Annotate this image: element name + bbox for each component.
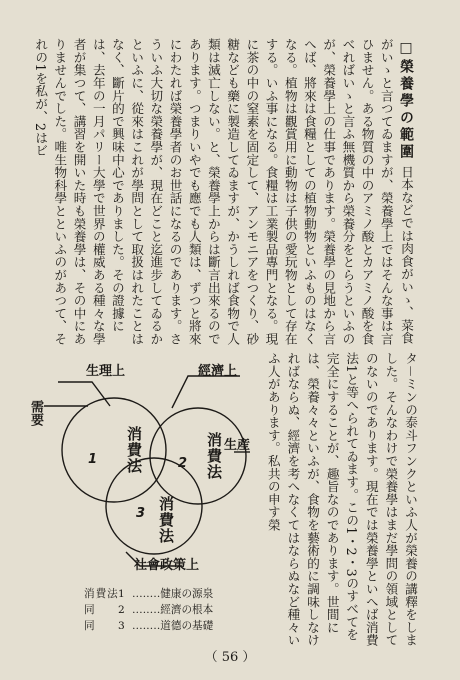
economy-label: 經濟上 <box>198 364 238 379</box>
circle-2 <box>150 408 246 504</box>
economy-connector <box>172 376 240 408</box>
legend-name: 消費法 <box>84 588 119 600</box>
legend-description: ‥‥‥‥健康の源泉 <box>132 588 214 600</box>
legend-name: 同 <box>84 604 96 616</box>
upper-text-block <box>33 38 416 348</box>
legend-number: 2 <box>118 604 125 616</box>
circle-3-label: 消費法 <box>157 496 175 544</box>
legend-row <box>84 618 254 634</box>
circle-2-number: 2 <box>178 456 188 471</box>
page-number: （ 56 ） <box>204 650 256 665</box>
circle-1-label: 消費法 <box>125 426 143 474</box>
lower-paragraph: タ－ミンの泰斗フンクといふ人が榮養の講釋をしました。そんなわけで榮養學はまだ學問の領域としてのないのであります。現在では榮養學といへば消費法1と等へられてゐます。この1・2・3のすべてを完全にすることが、趣旨なのであります。世間には、榮養々々といふが、食物を藝術的に調味しなければならぬ、經濟を考へなくてはならぬなど種々いふ人があります。私共の申す榮 <box>265 352 418 647</box>
legend-name: 同 <box>84 620 96 632</box>
circle-3 <box>106 458 202 554</box>
circle-2-label: 消費法 <box>205 432 223 480</box>
circle-1-number: 1 <box>88 452 98 467</box>
lower-text-block <box>262 352 420 648</box>
social-policy-label: 社會政策上 <box>134 558 200 573</box>
production-label: 生産 <box>224 438 251 453</box>
physiology-label: 生理上 <box>86 364 126 379</box>
legend-row <box>84 602 254 618</box>
section-heading: □榮養學の範圍 <box>398 40 414 161</box>
circle-3-number: 3 <box>136 506 146 521</box>
consumption-diagram <box>22 356 262 580</box>
diagram-legend <box>84 586 254 634</box>
demand-label: 需要 <box>28 400 43 426</box>
physiology-connector <box>58 382 110 406</box>
legend-description: ‥‥‥‥經濟の根本 <box>132 604 214 616</box>
legend-number: 1 <box>118 588 125 600</box>
legend-description: ‥‥‥‥道德の基礎 <box>132 620 214 632</box>
upper-paragraph: 日本などでは肉食がいゝ、菜食がいゝと言つてゐますが、榮養學上ではそんな事は言ひません。ある物質の中のアミノ酸とカアミノ酸を食べればいゝと言ふ無機質から榮養分をとらうといふのが、榮養學上の仕事であります。榮養學の見地から言へば、將來は食糧としての植物動物といふものはなくなる。植物は觀賞用に動物は子供の愛玩物として存在する。いふ事になる。食糧は工業製品專門となる。現に茶の中の窒素を固定して、アンモニアをつくり、砂糖なども藥に製造してゐますが、かうしれば食物で人類は滅亡しない。と、榮養學上からは斷言出來るのであります。つまりいやでも應でも人類は、ずつと將來にわたれば榮養學者のお世話になるのであります。さういふ大切な榮養學が、現在どこと迄進步してゐるかといふに、從來はこれが學問として取扱はれたことはなく、斷片的で興味中心でありました。その證據には、去年の一月パリー大學で世界の權威ある種々な學者が集つて、講習を開いた時も榮養學は、その中にありませんでした。唯生物科學とといふのがあつて、それの1を私が、2はビ <box>33 38 414 346</box>
legend-number: 3 <box>118 620 125 632</box>
legend-row <box>84 586 254 602</box>
